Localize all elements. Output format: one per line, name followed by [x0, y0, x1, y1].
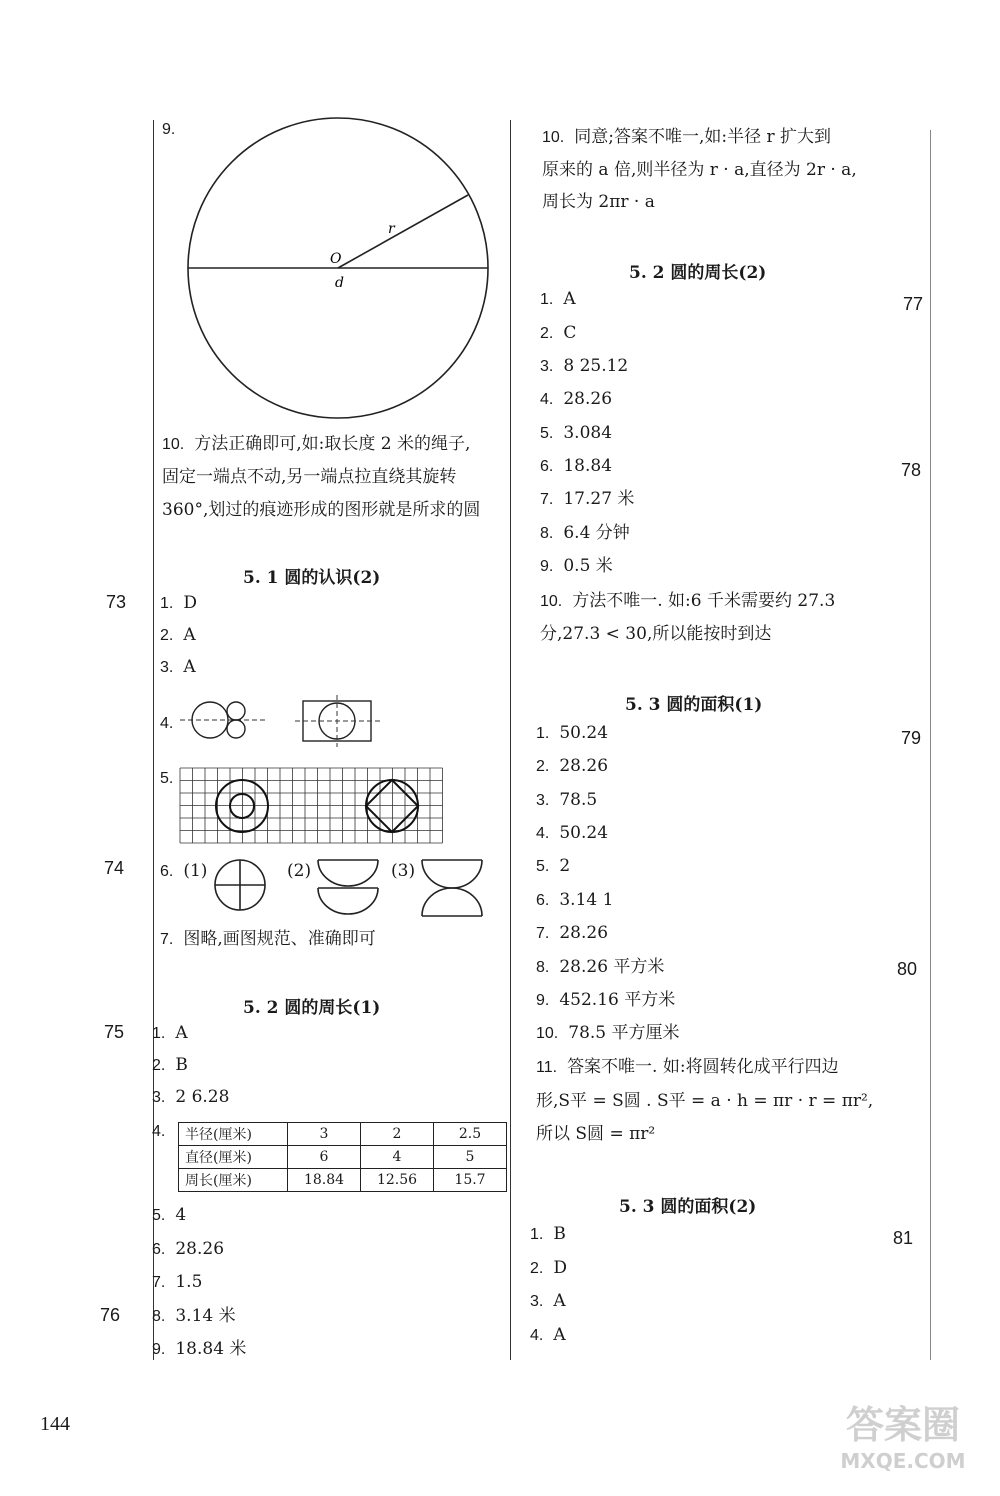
left-margin-rule — [153, 120, 154, 1360]
q4-number: 4. — [160, 715, 174, 732]
diameter-label: d — [335, 275, 344, 291]
answer-item: 9. 452.16 平方米 — [536, 990, 676, 1010]
section-heading: 5. 2 圆的周长(2) — [629, 263, 767, 283]
q6-figure-1 — [213, 858, 269, 914]
answer-item: 1. 50.24 — [536, 723, 609, 743]
answer-item: 7. 1.5 — [152, 1272, 203, 1292]
q10-right-b: 10. 方法不唯一. 如:6 千米需要约 27.3 — [540, 591, 836, 611]
q6-figure-2 — [316, 858, 380, 916]
answer-item: 3. A — [160, 657, 196, 677]
q4-table-number: 4. — [152, 1123, 166, 1140]
table-cell: 4 — [361, 1146, 434, 1169]
answer-item: 6. 3.14 1 — [536, 890, 614, 910]
table-cell: 2.5 — [434, 1123, 507, 1146]
q4-figure — [180, 695, 390, 750]
table-row — [179, 1146, 507, 1169]
answer-item: 2. B — [152, 1055, 188, 1075]
answer-item: 3. 78.5 — [536, 790, 598, 810]
answer-item: 7. 28.26 — [536, 923, 609, 943]
table-row — [179, 1169, 507, 1192]
q9-circle-figure — [180, 115, 495, 430]
margin-number: 79 — [901, 728, 922, 748]
answer-item: 8. 28.26 平方米 — [536, 957, 665, 977]
answer-item: 6. 18.84 — [540, 456, 613, 476]
q6-part2-label: (2) — [287, 861, 312, 881]
answer-item: 8. 3.14 米 — [152, 1306, 236, 1326]
radius-label: r — [388, 221, 395, 237]
q11-answer: 11. 答案不唯一. 如:将圆转化成平行四边 — [536, 1057, 839, 1077]
margin-number: 78 — [901, 460, 922, 480]
center-rule — [510, 120, 511, 1360]
table-row — [179, 1123, 507, 1146]
q10-right-b-line2: 分,27.3 < 30,所以能按时到达 — [540, 624, 772, 644]
right-margin-rule — [930, 130, 931, 1360]
q5-number: 5. — [160, 770, 174, 787]
q9-number: 9. — [162, 121, 176, 138]
answer-item: 5. 2 — [536, 856, 571, 876]
margin-number: 73 — [106, 592, 127, 612]
answer-item: 2. 28.26 — [536, 756, 609, 776]
table-cell: 12.56 — [361, 1169, 434, 1192]
answer-item: 2. D — [530, 1258, 567, 1278]
margin-number: 76 — [100, 1305, 121, 1325]
q7-answer: 7. 图略,画图规范、准确即可 — [160, 929, 376, 949]
table-cell: 3 — [288, 1123, 361, 1146]
table-cell: 2 — [361, 1123, 434, 1146]
q11-line3: 所以 S圆 = πr² — [536, 1124, 656, 1144]
answer-item: 2. C — [540, 323, 577, 343]
section-heading: 5. 3 圆的面积(1) — [625, 695, 763, 715]
watermark-logo: 答案圈 MXQE.COM — [840, 1403, 966, 1473]
q6-part3-label: (3) — [391, 861, 416, 881]
margin-number: 75 — [104, 1022, 125, 1042]
answer-item: 1. A — [152, 1023, 188, 1043]
q10-left-line3: 360°,划过的痕迹形成的图形就是所求的圆 — [162, 500, 481, 520]
answer-item: 7. 17.27 米 — [540, 489, 635, 509]
answer-item: 1. D — [160, 593, 197, 613]
table-cell: 18.84 — [288, 1169, 361, 1192]
answer-item: 3. 8 25.12 — [540, 356, 629, 376]
answer-item: 4. 50.24 — [536, 823, 609, 843]
q10-left-line2: 固定一端点不动,另一端点拉直绕其旋转 — [162, 467, 457, 487]
section-heading: 5. 3 圆的面积(2) — [619, 1197, 757, 1217]
answer-item: 10. 78.5 平方厘米 — [536, 1023, 680, 1043]
answer-item: 6. 28.26 — [152, 1239, 225, 1259]
center-label: O — [330, 251, 342, 267]
answer-item: 1. A — [540, 289, 576, 309]
answer-item: 4. A — [530, 1325, 566, 1345]
section-heading: 5. 2 圆的周长(1) — [243, 998, 381, 1018]
answer-item: 5. 3.084 — [540, 423, 613, 443]
q10-right-line3: 周长为 2πr · a — [542, 192, 655, 212]
table-cell: 周长(厘米) — [179, 1169, 288, 1192]
page-number: 144 — [40, 1413, 70, 1435]
table-cell: 5 — [434, 1146, 507, 1169]
answer-item: 4. 28.26 — [540, 389, 613, 409]
table-cell: 直径(厘米) — [179, 1146, 288, 1169]
q10-right-line2: 原来的 a 倍,则半径为 r · a,直径为 2r · a, — [542, 160, 857, 180]
table-cell: 半径(厘米) — [179, 1123, 288, 1146]
q5-grid-figure — [180, 768, 460, 848]
table-cell: 15.7 — [434, 1169, 507, 1192]
q6-number: 6. (1) — [160, 861, 208, 881]
answer-item: 9. 0.5 米 — [540, 556, 613, 576]
answer-item: 9. 18.84 米 — [152, 1339, 247, 1359]
radius-circumference-table — [178, 1122, 507, 1192]
q10-left: 10. 方法正确即可,如:取长度 2 米的绳子, — [162, 434, 471, 454]
q10-right: 10. 同意;答案不唯一,如:半径 r 扩大到 — [542, 127, 832, 147]
margin-number: 77 — [903, 294, 924, 314]
answer-item: 3. 2 6.28 — [152, 1087, 230, 1107]
answer-item: 2. A — [160, 625, 196, 645]
answer-item: 1. B — [530, 1224, 566, 1244]
margin-number: 81 — [893, 1228, 914, 1248]
answer-item: 8. 6.4 分钟 — [540, 523, 630, 543]
q11-line2: 形,S平 = S圆 . S平 = a · h = πr · r = πr², — [536, 1091, 874, 1111]
answer-item: 5. 4 — [152, 1205, 187, 1225]
margin-number: 74 — [104, 858, 125, 878]
section-heading: 5. 1 圆的认识(2) — [243, 568, 381, 588]
q6-figure-3 — [420, 858, 484, 920]
answer-item: 3. A — [530, 1291, 566, 1311]
table-cell: 6 — [288, 1146, 361, 1169]
margin-number: 80 — [897, 959, 918, 979]
